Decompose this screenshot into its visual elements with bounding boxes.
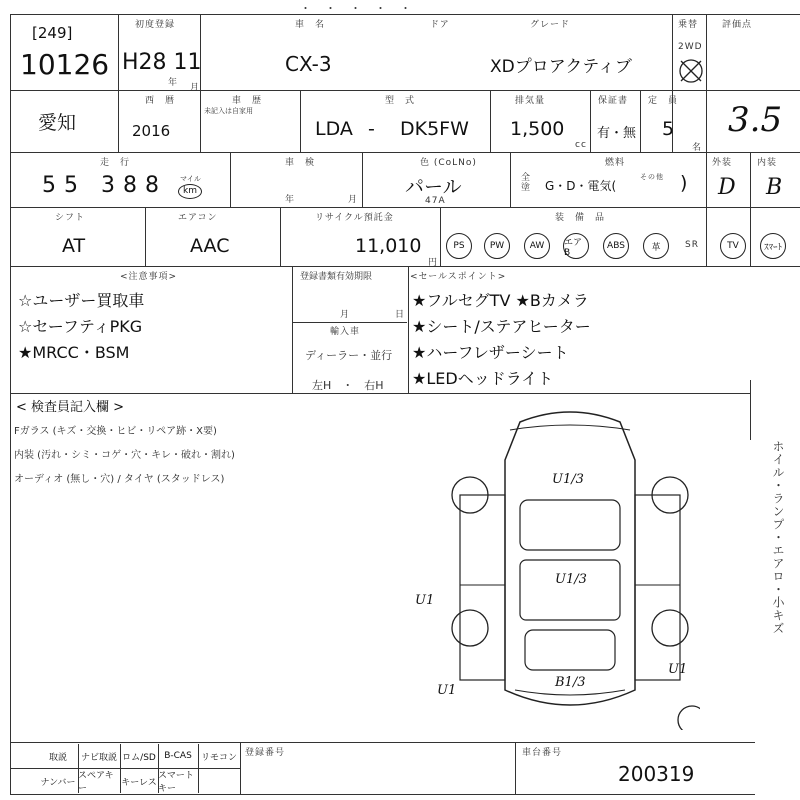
inspector-line-2: 内装 (汚れ・シミ・コゲ・穴・キレ・破れ・割れ): [14, 450, 235, 461]
seats: 5: [662, 118, 675, 140]
damage-mark-bumper: B1/3: [555, 675, 586, 690]
fuel-label: 燃料: [605, 158, 626, 168]
model-code: DK5FW: [400, 118, 469, 140]
footer-nav-manual: ナビ取説: [78, 744, 121, 768]
grid-line: [750, 380, 751, 440]
fuel-other: その他: [640, 173, 664, 181]
ac-label: エアコン: [178, 213, 218, 223]
grid-line: [640, 90, 641, 152]
reg-day: 日: [395, 310, 406, 320]
grid-line: [200, 90, 201, 152]
exterior-label: 外装: [712, 158, 733, 168]
lot-number: 10126: [20, 48, 110, 81]
month-suffix: 月: [190, 83, 201, 93]
repaint-label: 全塗: [519, 172, 529, 192]
fuel-close: ): [680, 172, 688, 194]
sales-item-2: ★シート/ステアヒーター: [412, 317, 591, 336]
color: パール: [405, 176, 462, 198]
sales-item-1: ★フルセグTV ★Bカメラ: [412, 291, 589, 310]
grade-label: グレード: [530, 20, 571, 30]
grid-line: [10, 90, 800, 91]
mileage-digits: 55 388: [42, 173, 167, 198]
shift-label: シフト: [55, 213, 86, 223]
grid-line: [590, 90, 591, 152]
equip-smartkey-icon: ｽﾏｰﾄ: [760, 233, 786, 259]
equip-ps-icon: PS: [446, 233, 472, 259]
grid-line: [145, 207, 146, 266]
seats-unit: 名: [692, 143, 703, 153]
footer-manual: 取説: [38, 744, 79, 768]
car-name-label: 車 名: [295, 20, 326, 30]
equip-airbag-icon: エアB: [563, 233, 589, 259]
grid-line: [118, 14, 119, 152]
first-reg-label: 初度登録: [135, 20, 176, 30]
shaken-month: 月: [348, 195, 359, 205]
drive-label: 乗替: [678, 20, 699, 30]
grid-line: [10, 393, 750, 394]
model-label: 型 式: [385, 96, 416, 106]
sales-item-4: ★LEDヘッドライト: [412, 369, 554, 388]
inspection-note: 未記入は自家用: [204, 107, 253, 115]
shift: AT: [62, 235, 86, 257]
reg-validity-label: 登録書類有効期限: [300, 272, 373, 282]
grid-line: [490, 90, 491, 152]
chassis-number: 200319: [618, 762, 695, 786]
equip-label: 装 備 品: [555, 213, 606, 223]
equip-leather-icon: 革: [643, 233, 669, 259]
warranty: 有・無: [597, 126, 637, 141]
footer-remote: リモコン: [198, 744, 241, 768]
mileage-unit-top: マイル: [180, 175, 201, 183]
import-value: ディーラー・並行: [305, 349, 393, 362]
grid-line: [230, 152, 231, 207]
drive-cross-icon: [678, 58, 704, 88]
grid-line: [706, 14, 707, 266]
grid-line: [10, 266, 800, 267]
door-label: ドア: [430, 20, 450, 30]
notice-item-2: ☆セーフティPKG: [18, 317, 143, 336]
grid-line: [408, 266, 409, 394]
footer-number: ナンバー: [38, 769, 79, 793]
rating: 3.5: [728, 100, 783, 140]
drive-value: 2WD: [678, 42, 703, 52]
warranty-label: 保証書: [598, 96, 629, 106]
damage-mark-rear-left: U1: [437, 683, 457, 698]
inspection-label: 車 歴: [232, 96, 263, 106]
recycle-label: リサイクル預託金: [315, 213, 394, 223]
import-label: 輸入車: [330, 327, 361, 337]
rating-label: 評価点: [722, 20, 753, 30]
year-suffix: 年: [168, 78, 179, 88]
model-year: 2016: [132, 122, 171, 140]
grade: XDプロアクティブ: [490, 57, 632, 77]
displacement-label: 排気量: [515, 96, 546, 106]
grid-line: [10, 14, 11, 794]
displacement-unit: cc: [575, 140, 587, 150]
first-reg: H28 11: [122, 50, 202, 75]
grid-line: [292, 266, 293, 394]
fuel-options: G・D・電気(: [545, 179, 617, 193]
car-name: CX-3: [285, 52, 332, 76]
lot-prefix: [249]: [32, 24, 73, 42]
mileage-label: 走 行: [100, 158, 131, 168]
grid-line: [515, 742, 516, 794]
notice-item-1: ☆ユーザー買取車: [18, 291, 145, 310]
damage-mark-rear-right: U1: [668, 662, 688, 677]
interior: B: [766, 175, 783, 200]
shaken-label: 車 検: [285, 158, 316, 168]
grid-line: [280, 207, 281, 266]
recycle: 11,010: [355, 235, 422, 257]
shaken-year: 年: [285, 195, 296, 205]
inspector-title: < 検査員記入欄 >: [16, 400, 125, 415]
displacement: 1,500: [510, 118, 565, 140]
chassis-label: 車台番号: [522, 748, 563, 758]
footer-spare-key: スペアキー: [78, 769, 121, 793]
seats-label: 定 員: [648, 96, 679, 106]
grid-line: [300, 90, 301, 152]
notice-item-3: ★MRCC・BSM: [18, 343, 130, 362]
sales-item-3: ★ハーフレザーシート: [412, 343, 569, 362]
sales-label: <セールスポイント>: [410, 272, 507, 282]
grid-line: [510, 152, 511, 207]
handle-value: 左H ・ 右H: [312, 379, 384, 392]
inspector-right-side: ホイル・ランプ・エアロ・小キズ: [771, 440, 785, 635]
color-code: 47A: [425, 196, 446, 206]
exterior: D: [718, 175, 736, 200]
equip-abs-icon: ABS: [603, 233, 629, 259]
ac: AAC: [190, 235, 230, 257]
model-prefix: LDA: [315, 118, 353, 140]
grid-line: [10, 742, 755, 743]
reg-number-label: 登録番号: [245, 748, 286, 758]
model-year-label: 西 暦: [145, 96, 176, 106]
grid-line: [362, 152, 363, 207]
mileage-unit: [178, 184, 202, 199]
footer-rom: ロム/SD: [120, 744, 159, 768]
reg-month: 月: [340, 310, 351, 320]
grid-line: [292, 322, 407, 323]
top-marks: ・・・・・: [300, 2, 425, 15]
damage-mark-roof: U1/3: [555, 572, 587, 587]
equip-pw-icon: PW: [484, 233, 510, 259]
footer-bcas: B-CAS: [158, 744, 199, 768]
equip-tv-icon: TV: [720, 233, 746, 259]
grid-line: [10, 794, 755, 795]
equip-sr: SR: [685, 240, 699, 250]
yen: 円: [428, 258, 439, 268]
mileage-unit-text: km: [183, 186, 197, 196]
damage-mark-hood: U1/3: [552, 472, 584, 487]
footer-keyless: キーレス: [120, 769, 159, 793]
inspector-line-3: オーディオ (無し・穴) / タイヤ (スタッドレス): [14, 474, 225, 485]
region: 愛知: [38, 112, 77, 134]
damage-mark-left: U1: [415, 593, 435, 608]
interior-label: 内装: [757, 158, 778, 168]
inspector-line-1: Fガラス (キズ・交換・ヒビ・リペア跡・X要): [14, 426, 217, 437]
model-dash: -: [368, 118, 375, 140]
equip-aw-icon: AW: [524, 233, 550, 259]
grid-line: [10, 207, 800, 208]
grid-line: [10, 152, 800, 153]
notice-label: <注意事項>: [120, 272, 178, 282]
grid-line: [750, 152, 751, 266]
color-label: 色 (CoLNo): [420, 158, 477, 168]
grid-line: [440, 207, 441, 266]
footer-smart-key: スマートキー: [158, 769, 199, 793]
